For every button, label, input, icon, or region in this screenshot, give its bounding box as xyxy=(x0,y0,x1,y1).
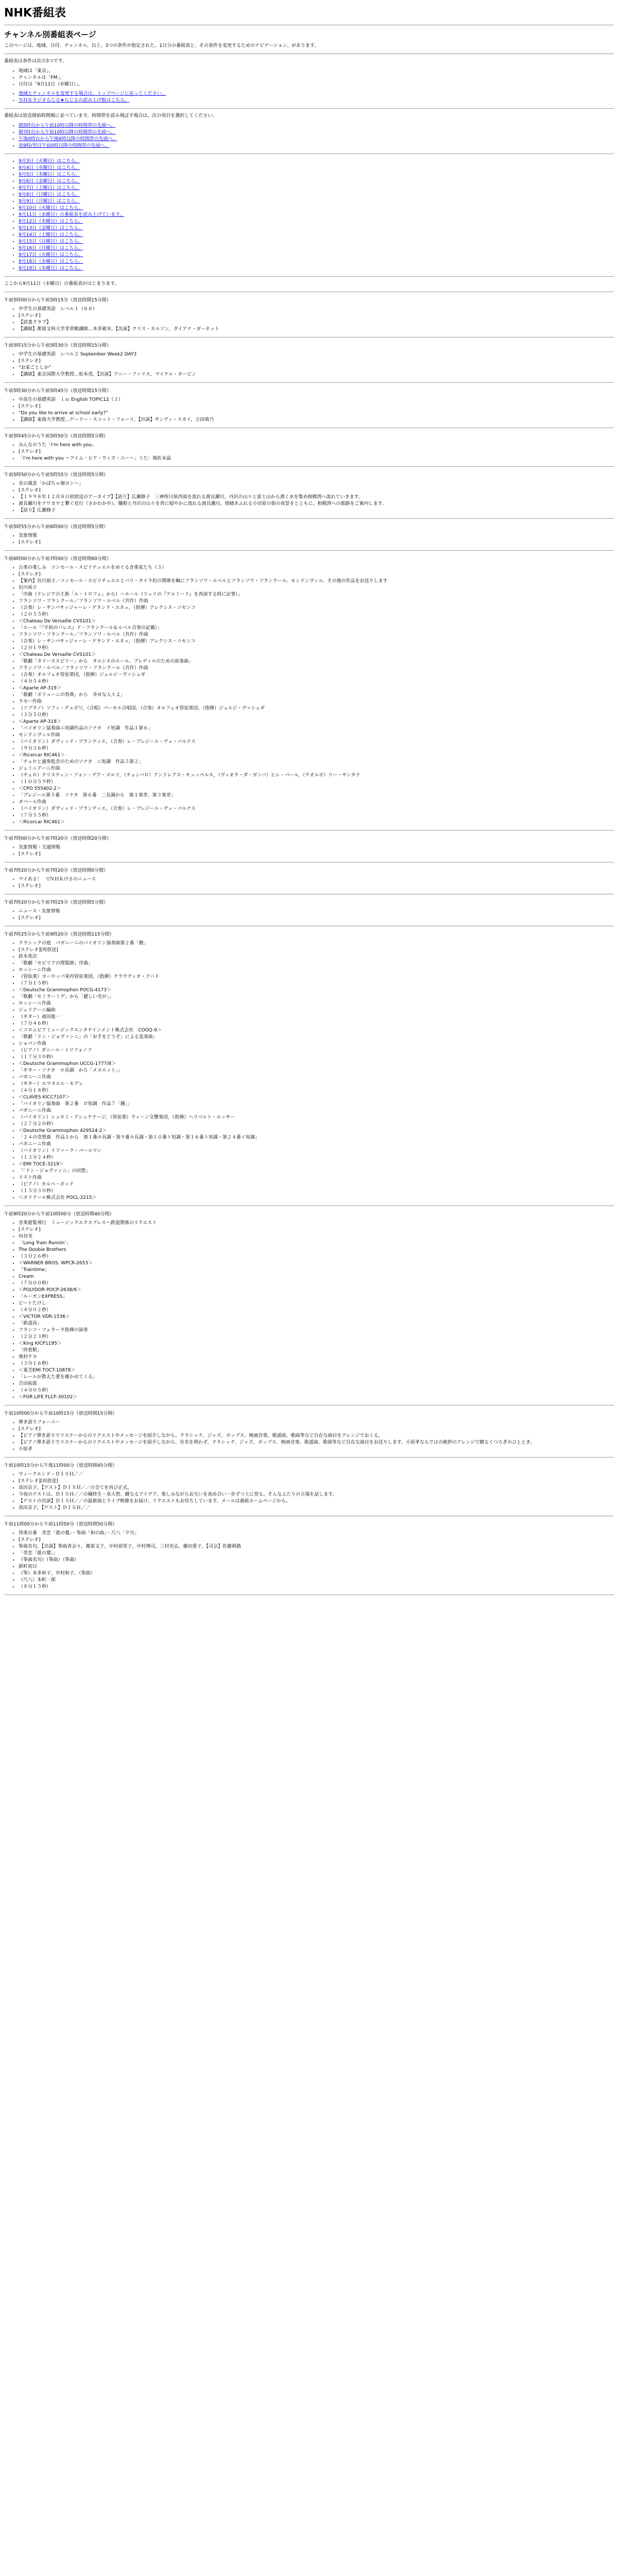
date-link[interactable]: 9月12日（木曜日）はこちら。 xyxy=(19,219,83,224)
program-detail: • 高田京子，【ゲスト】ＤＩＳＨ／／ xyxy=(19,1505,614,1512)
program-detail: • （４分０２秒） xyxy=(19,1307,614,1314)
program-detail: • [ステレオ] xyxy=(19,449,614,455)
program-detail: • リスト作曲 xyxy=(19,1175,614,1181)
program-detail: • （ギター）エマヌエル・セグレ xyxy=(19,1081,614,1088)
program-detail: • 「鉄道員」 xyxy=(19,1320,614,1327)
program-slot xyxy=(4,388,614,428)
program-detail: • 「バイオリン協奏曲 第２番 ロ短調 作品７「鐘」」 xyxy=(19,1101,614,1108)
program-detail: • [ステレオ] xyxy=(19,1426,614,1433)
program-detail: • 「ルーガンEXPRESS」 xyxy=(19,1294,614,1300)
program-slot xyxy=(4,1521,614,1595)
time-jump-link[interactable]: 朝5時台から午前10時以降の時間帯の先頭へ。 xyxy=(19,123,116,128)
program-detail: • （合奏）オルフェオ管弦楽団，（指揮）ジェルジ・ヴァシェギ xyxy=(19,672,614,679)
program-time: 午前7時20分から午前7時25分（放送時間5分間） xyxy=(4,900,109,905)
program-detail: • ＜Aparte AP-319＞ xyxy=(19,685,614,692)
program-detail: • 【講師】東海大学教授…ゲーリー・スコット・フォーリ，【出演】サンディ・スカイ，立田萌乃 xyxy=(19,417,614,423)
program-detail: • [ステレオ] xyxy=(19,313,614,319)
program-detail: • （チェロ）クリスティン・フォン・デア・ゴルツ，（チェンバロ）アンドレアス・キュッペルス，（ヴィオラ・ダ・ガンバ）ヒレ・パール，（テオルボ）リー・サンタナ xyxy=(19,772,614,779)
program-detail: • 「終着駅」 xyxy=(19,1347,614,1354)
page-title: NHK番組表 xyxy=(4,7,66,20)
program-time: 午前7時25分から午前9時20分（放送時間115分間） xyxy=(4,932,114,937)
program-detail: • [ステレオ] xyxy=(19,1537,614,1544)
program-detail: • 岩川裕子 xyxy=(19,585,614,591)
program-detail: • オベール作曲 xyxy=(19,799,614,806)
date-item xyxy=(19,192,614,198)
program-detail: • （ピアノ）ダニール・トリフォノフ xyxy=(19,1047,614,1054)
program-title: • 中学生の基礎英語 レベル２ September Week2 DAY3 xyxy=(19,351,614,358)
program-detail: • （バイオリン）ダヴィッド・プランティエ，（合奏）レ・ブレジール・デュ・パルナス xyxy=(19,739,614,745)
divider xyxy=(4,550,614,551)
program-detail: • （２７分２０秒） xyxy=(19,1121,614,1128)
program-detail: • （１７分３０秒） xyxy=(19,1054,614,1061)
date-link[interactable]: 9月13日（金曜日）はこちら。 xyxy=(19,226,83,231)
program-detail: • 奥村チヨ xyxy=(19,1354,614,1361)
program-detail: • モンドンヴィル作曲 xyxy=(19,732,614,739)
program-time: 午前7時00分から午前7時20分（放送時間20分間） xyxy=(4,836,111,841)
program-detail: • 「バイオリン協奏曲ニ短調作品のソナタ イ短調 作品１第６」 xyxy=(19,725,614,732)
date-item xyxy=(19,205,614,212)
program-detail: • ＜FOR LIFE FLCF-30102＞ xyxy=(19,1394,614,1401)
date-list xyxy=(4,158,614,272)
back-to-top-link[interactable]: 地域とチャンネルを変更する場合は、トップページに戻ってください。 xyxy=(19,91,166,96)
program-detail: • Cream xyxy=(19,1274,614,1280)
time-jump-item xyxy=(19,129,614,136)
date-item xyxy=(19,225,614,232)
program-detail: • （ピアノ）カルベ・ポッド xyxy=(19,1181,614,1188)
nav-links xyxy=(4,91,614,104)
program-detail: • 新町初日 xyxy=(19,1564,614,1570)
program-time: 午前5時00分から午前5時15分（放送時間15分間） xyxy=(4,298,111,303)
program-details xyxy=(4,1220,614,1401)
program-detail: • （４分１８秒） xyxy=(19,1088,614,1094)
date-link[interactable]: 9月4日（水曜日）はこちら。 xyxy=(19,165,80,171)
program-title: • 古楽の楽しみ コンセール・スピリチュエルをめぐる音楽家たち（３） xyxy=(19,565,614,571)
program-title: • ウィークエンド・ＤＩＳＨ／／ xyxy=(19,1471,614,1478)
date-item xyxy=(19,172,614,178)
program-detail: • 「エール「『平和のバレエ』ド・フランクール＆ルベル合奏の記載）」 xyxy=(19,625,614,632)
program-detail: • [ステレオ] xyxy=(19,403,614,410)
program-slot xyxy=(4,1463,614,1516)
program-detail: • （７分４６秒） xyxy=(19,1021,614,1027)
program-detail: • 「歌劇「タリーススピリー」から タルシスのエール、ブレディエのための前奏曲」 xyxy=(19,658,614,665)
program-detail: • （筝）本多和子，中村和子，（筝曲） xyxy=(19,1570,614,1577)
program-detail: • 「歌劇「セミラーミデ」から「麗しい光が」」 xyxy=(19,994,614,1001)
program-detail: • （３分１６秒） xyxy=(19,1361,614,1367)
program-slot xyxy=(4,297,614,337)
program-detail: • 「I’m here with you ～アイム・ヒア・ウィズ・ユー～」うた：堀佐未晶 xyxy=(19,455,614,462)
program-detail: • 向谷実 xyxy=(19,1233,614,1240)
program-detail: • 「２４の奇想曲 作品１から 第１番ホ長調・第９番ホ長調・第１０番ト短調・第１６番ト短調・第２４番イ短調」 xyxy=(19,1134,614,1141)
program-title: • 中高生の基礎英語 ｉｎ English TOPIC12（３） xyxy=(19,397,614,403)
date-item xyxy=(19,232,614,239)
program-title: • 気象情報 xyxy=(19,533,614,539)
date-item xyxy=(19,259,614,265)
program-detail: • ＜Ricercar RIC461＞ xyxy=(19,752,614,759)
program-detail: • “お家ごとしか” xyxy=(19,365,614,371)
program-title: • 気象情報・交通情報 xyxy=(19,844,614,851)
program-detail: • 【ピアノ弾き語りでリスナーからのリクエストやメッセージを紹介しながら、有名を問わず、クラシック、ジャズ、ポップス、映画音楽、歌謡曲、歌曲等など自在な曲目をお送りします。小原孝ならではの絶妙のアレンジで贈るくつろぎのひととき。 xyxy=(19,1439,614,1446)
program-details xyxy=(4,1419,614,1453)
date-item xyxy=(19,265,614,272)
program-detail: • 「奇恋「遊の鶯」」 xyxy=(19,1550,614,1557)
program-title: • 邦楽百番 奇恋「遊の鶯」・筝曲「和の曲」・尺八「夕月」 xyxy=(19,1530,614,1537)
program-detail: • 鈴木英次 xyxy=(19,954,614,960)
program-detail: • ＜King KICP1195＞ xyxy=(19,1341,614,1347)
date-link[interactable]: 9月7日（土曜日）はこちら。 xyxy=(19,185,80,191)
program-detail: • ＜CLAVES KICC7107＞ xyxy=(19,1094,614,1101)
program-detail: • 吉田拓郎 xyxy=(19,1381,614,1387)
program-detail: • 【ピアノ弾き語りでリスナーからのリクエストやメッセージを紹介しながら、クラシック、ジャズ、ポップス、映画音楽、歌謡曲、歌曲等など自在な曲目をアレンジでおくる。 xyxy=(19,1433,614,1439)
program-detail: • [ステレオ] xyxy=(19,1227,614,1233)
time-jump-item xyxy=(19,123,614,129)
radiru-link[interactable]: ＮＨＫラジオらじる★らじるの読み上げ版はこちら。 xyxy=(19,98,130,103)
program-detail: • [ステレオ] xyxy=(19,883,614,890)
program-detail: • 「歌劇「ボリューニの祭典」から 幸せな人々よ」 xyxy=(19,692,614,699)
date-link[interactable]: 9月17日（火曜日）はこちら。 xyxy=(19,252,83,258)
program-detail: • （１５分３０秒） xyxy=(19,1188,614,1195)
program-detail: • （３分２６秒） xyxy=(19,1253,614,1260)
program-detail: • ＜Deutsche Grammophon UCCG-1777/8＞ xyxy=(19,1061,614,1067)
nav-link-item xyxy=(19,97,614,104)
program-details xyxy=(4,351,614,378)
program-detail: • 高田京子，【ゲスト】ＤＩＳＨ／／の全てを再び正式。 xyxy=(19,1485,614,1492)
program-detail: • （バイオリン）ダヴィッド・プランティエ，（合奏）レ・ブレジール・デュ・パルナス xyxy=(19,806,614,812)
program-detail: • 「序曲（テレジアの王族「ル・トロフェ」から）～エール（リュリの『アルミード』を再演する時に記事）」 xyxy=(19,591,614,598)
program-detail: • （合奏）レ・サンパサッジャーレ・ゲランド・エネュ，（指揮）アレクシス・コセンコ xyxy=(19,605,614,612)
date-link[interactable]: 9月5日（木曜日）はこちら。 xyxy=(19,172,80,177)
program-time: 午前7時20分から午前7時20分（放送時間0分間） xyxy=(4,868,109,873)
program-detail: • パガニーニ作曲 xyxy=(19,1141,614,1148)
program-detail: • 「チェロと通奏低音のためのソナタ ニ短調 作品５第２」 xyxy=(19,759,614,766)
program-detail: • フランソワ・フランクール／フランソワ・ルベル（共作）作曲 xyxy=(19,632,614,638)
program-detail: • 渡良瀬川をナワカヤと繋ぐ見行（さかわかや）。職根と丹沢の山々を背に穏やかに流れる渡良瀬川。情緒あふれる小田原の街の夜景をとともに、相模湾への旅路をご案内します。 xyxy=(19,501,614,507)
program-detail: • （４分０５秒） xyxy=(19,1387,614,1394)
program-time: 午前5時15分から午前5時30分（放送時間15分間） xyxy=(4,343,111,348)
program-detail: • ＜Chateau De Versaille CVS101＞ xyxy=(19,618,614,625)
time-jump-list xyxy=(4,123,614,149)
program-detail: • ＜POLYDOR POCP-2638/9＞ xyxy=(19,1287,614,1294)
date-item xyxy=(19,158,614,165)
date-item xyxy=(19,245,614,252)
condition-item: • 日付は「9月11日（水曜日）」。 xyxy=(19,81,614,88)
program-detail: • （８分１５秒） xyxy=(19,1584,614,1590)
program-detail: • ＜CPO 555402-2＞ xyxy=(19,786,614,792)
program-detail: • ラモー作曲 xyxy=(19,699,614,705)
program-detail: • ＜Ricercar RIC461＞ xyxy=(19,819,614,826)
program-slot xyxy=(4,1211,614,1405)
program-detail: • パガニーニ作曲 xyxy=(19,1108,614,1114)
program-detail: • [ステレオ] xyxy=(19,851,614,858)
program-list xyxy=(4,297,614,1595)
date-item xyxy=(19,239,614,245)
program-time: 午前5時45分から午前5時50分（放送時間5分間） xyxy=(4,434,109,439)
time-jump-item xyxy=(19,143,614,149)
program-details xyxy=(4,940,614,1201)
program-detail: • 【講師】都留文科大学非常勤講師…本多敏幸，【出演】クリス・ネルソン，ダイアナ・ガーネット xyxy=(19,326,614,333)
program-time: 午前5時55分から午前6時00分（放送時間5分間） xyxy=(4,524,109,530)
program-detail: • （７分５５秒） xyxy=(19,812,614,819)
program-detail: • 「Traintime」 xyxy=(19,1267,614,1274)
date-link[interactable]: 9月18日（水曜日）はこちら。 xyxy=(19,259,83,264)
time-jump-item xyxy=(19,136,614,143)
program-detail: • ＜Deutsche Grammophon 429524-2＞ xyxy=(19,1128,614,1134)
program-time: 午前10時15分から午後11時00分（放送時間45分間） xyxy=(4,1463,117,1468)
program-slot xyxy=(4,524,614,551)
date-link[interactable]: 9月10日（火曜日）はこちら。 xyxy=(19,206,83,211)
date-link[interactable]: 9月19日（木曜日）はこちら。 xyxy=(19,266,83,271)
program-detail: • “Do you like to arrive at school early?” xyxy=(19,410,614,417)
program-detail: • 筝曲名句，【出演】筝曲者会々，篠笛文子，中村裕里子，中村博司，三村充弘，藤田愛子，【司会】佐藤莉路 xyxy=(19,1544,614,1550)
program-detail: • （筝曲名句）（筝曲）（筝曲） xyxy=(19,1557,614,1564)
program-details xyxy=(4,1530,614,1590)
date-item xyxy=(19,198,614,205)
program-slot xyxy=(4,836,614,862)
program-detail: • [ステレオ] xyxy=(19,358,614,365)
program-details xyxy=(4,397,614,423)
conditions-list xyxy=(4,68,614,88)
program-slot xyxy=(4,868,614,894)
program-detail: • [ステレオ] xyxy=(19,487,614,494)
program-detail: • [ステレオ] xyxy=(19,571,614,578)
program-detail: • [ステレオ] xyxy=(19,539,614,546)
date-item xyxy=(19,218,614,225)
program-title: • 音の風景「かぼちゃ畑ヨン～」 xyxy=(19,481,614,487)
program-details xyxy=(4,565,614,826)
program-detail: • 小原孝 xyxy=(19,1446,614,1453)
program-detail: • ＜コロムビアミュージックエンタテインメント株式会社 COGQ-9＞ xyxy=(19,1027,614,1034)
program-title: • 弾き語りフォーユー xyxy=(19,1419,614,1426)
program-detail: • （バイオリン）イツァーク・パールマン xyxy=(19,1148,614,1155)
divider xyxy=(4,382,614,383)
program-detail: • ジェリアーニ編曲 xyxy=(19,1007,614,1014)
program-detail: • パガニーニ作曲 xyxy=(19,1074,614,1081)
program-detail: • ＜WARNER BROS. WPCR-2653＞ xyxy=(19,1260,614,1267)
program-detail: • ＜ポリドール株式会社 POCL-2215＞ xyxy=(19,1195,614,1201)
program-detail: • ＜EMI TOCE-3219＞ xyxy=(19,1161,614,1168)
program-details xyxy=(4,442,614,462)
divider xyxy=(4,276,614,277)
program-detail: • ロッシーニ作曲 xyxy=(19,967,614,974)
program-detail: • （７分００秒） xyxy=(19,1280,614,1287)
date-item xyxy=(19,165,614,172)
date-link[interactable]: 9月16日（月曜日）はこちら。 xyxy=(19,246,83,251)
time-jump-intro: 番組表は放送開始時間順に並べています。時間帯を読み飛ばす場合は、次の項目を選択してください。 xyxy=(4,113,217,118)
program-detail: • 【案内】岩川裕子／コンセール・スピリチュエルとパリ・タイラ伯の関係を軸にフランソワ・ルベルとフランソワ・フランクール、モンドンヴィル、その他の作品をお送りします xyxy=(19,578,614,585)
date-link[interactable]: 9月3日（火曜日）はこちら。 xyxy=(19,159,80,164)
program-detail: • [ステレオ][再放送] xyxy=(19,947,614,954)
program-detail: • 【語り】広瀬修子 xyxy=(19,507,614,514)
date-item-current xyxy=(19,212,614,218)
date-item xyxy=(19,185,614,192)
program-time: 午前5時50分から午前5時55分（放送時間5分間） xyxy=(4,472,109,478)
program-detail: • 「レールが教えた愛を確かめてくる」 xyxy=(19,1374,614,1381)
program-details xyxy=(4,481,614,514)
program-detail: • [ステレオ] xyxy=(19,915,614,922)
program-details xyxy=(4,876,614,890)
program-detail: • （ソプラノ）ソフィ・デュボワ，（合唱）パーセル合唱団，（合奏）オルフェオ管弦楽団，（指揮）ジェルジ・ヴァシェギ xyxy=(19,705,614,712)
program-detail: • [ステレオ][再放送] xyxy=(19,1478,614,1485)
program-detail: • The Doobie Brothers xyxy=(19,1247,614,1253)
program-slot xyxy=(4,556,614,831)
time-jump-link[interactable]: 朝7時台から午前10時以降の時間帯の先頭へ。 xyxy=(19,130,116,135)
program-detail: • （バイオリン）シュロミ・アシュケナージ，（管弦楽）ウィーン交響楽団，（指揮）ヘリベルト・エッサー xyxy=(19,1114,614,1121)
program-detail: • 【ゲストの出演】ＤＩＳＨ／／の最新曲とライブ映像をお届け。リクエストもお待ちしています。メールは番組ホームページから。 xyxy=(19,1498,614,1505)
time-jump-link[interactable]: 午後0時台から午後6時以降の時間帯の先頭へ。 xyxy=(19,137,117,142)
program-slot xyxy=(4,931,614,1206)
program-detail: • （管弦楽）ヨーロッパ室内管弦楽団，（指揮）クラウディオ・アバド xyxy=(19,974,614,980)
divider xyxy=(4,1457,614,1458)
program-title: • 音楽遊覧飛行 ミュージックエクスプレス～鉄道関係のリクエスト xyxy=(19,1220,614,1227)
condition-item: • チャンネルは「FM」。 xyxy=(19,75,614,81)
divider xyxy=(4,518,614,519)
program-slot xyxy=(4,433,614,467)
time-jump-link[interactable]: 夜9時/翌日午前0時以降の時間帯の先頭へ。 xyxy=(19,143,110,148)
divider xyxy=(4,108,614,109)
divider xyxy=(4,830,614,831)
program-detail: • フランソワ・フランクール／フランソワ・ルベル（共作）作曲 xyxy=(19,598,614,605)
program-detail: • ＜VICTOR VDR-1536＞ xyxy=(19,1314,614,1320)
program-slot xyxy=(4,472,614,519)
date-link[interactable]: 9月9日（月曜日）はこちら。 xyxy=(19,199,80,204)
program-detail: • 「歌劇「ドン・ジョヴァンニ」の「お手をどうぞ」による変奏曲」 xyxy=(19,1034,614,1041)
page-description: このページは、地域、日付、チャンネル、以上、3つの条件が指定された、1日分の番組表と、その条件を変更するためのナビゲーション、があります。 xyxy=(4,43,319,48)
program-details xyxy=(4,306,614,333)
program-title: • みんなのうた「I’m here with you」 xyxy=(19,442,614,449)
program-title: • 中学生の基礎英語 レベル１（６６） xyxy=(19,306,614,313)
program-detail: • 【１９９８年１２月８日初放送のアーカイブ】【語り】広瀬修子 三神所川県西部を流れる渡良瀬川。丹沢の山々と富士山から湧く水を集め相模湾へ流れていきます。 xyxy=(19,494,614,501)
program-time: 午前11時00分から午前11時50分（放送時間50分間） xyxy=(4,1522,117,1527)
program-detail: • ジェミニアーニ作曲 xyxy=(19,766,614,772)
program-details xyxy=(4,844,614,858)
program-detail: • ビートたけし xyxy=(19,1300,614,1307)
program-detail: • 「「ドン・ジョヴァンニ」の回想」 xyxy=(19,1168,614,1175)
program-title: • クラシックの庭 パガニーニのバイオリン協奏曲第２番「鐘」 xyxy=(19,940,614,947)
program-detail: • 「ギター・ソナタ ホ長調 から「メヌエット」」 xyxy=(19,1067,614,1074)
program-title: • ニュース・気象情報 xyxy=(19,908,614,915)
program-detail: • ショパン作曲 xyxy=(19,1041,614,1047)
program-detail: • 【読書クラブ】 xyxy=(19,319,614,326)
program-detail: • 【講師】東京国際大学教授…松本茂，【出演】アニー・ファリス，マイケル・ターピン xyxy=(19,371,614,378)
program-time: 午前10時00分から午前10時15分（放送時間15分間） xyxy=(4,1411,117,1416)
program-slot xyxy=(4,343,614,383)
date-item xyxy=(19,178,614,185)
program-detail: • フランコ・フェラーラ指揮の演奏 xyxy=(19,1327,614,1334)
date-link[interactable]: 9月14日（土曜日）はこちら。 xyxy=(19,232,83,238)
program-details xyxy=(4,533,614,546)
program-detail: • 「Long Train Runnin’」 xyxy=(19,1240,614,1247)
condition-item: • 地域は「東京」。 xyxy=(19,68,614,75)
program-time: 午前5時30分から午前5時45分（放送時間15分間） xyxy=(4,388,111,394)
date-link[interactable]: 9月6日（金曜日）はこちら。 xyxy=(19,179,80,184)
conditions-intro: 番組表は条件は次の3つです。 xyxy=(4,59,67,64)
program-detail: • 「ブレジール第５番 ソナタ 第６番 二長調から 第１楽章、第３楽章」 xyxy=(19,792,614,799)
schedule-start: ここから9月11日（水曜日）の番組表がはじまります。 xyxy=(4,281,119,286)
nav-link-item xyxy=(19,91,614,97)
program-detail: • ＜Chateau De Versaille CVS101＞ xyxy=(19,652,614,658)
program-slot xyxy=(4,900,614,926)
program-detail: • ＜Aparte AP-319＞ xyxy=(19,719,614,725)
program-detail: • （１３分２４秒） xyxy=(19,1155,614,1161)
program-detail: • フランソワ・ルベル／フランソワ・フランクール（共作）作曲 xyxy=(19,665,614,672)
date-link[interactable]: 9月15日（日曜日）はこちら。 xyxy=(19,239,83,244)
program-detail: • （７分１５秒） xyxy=(19,980,614,987)
program-detail: • ＜Deutsche Grammophon POCG-4173＞ xyxy=(19,987,614,994)
program-detail: • （４分５４秒） xyxy=(19,679,614,685)
program-detail: • （２０５５秒） xyxy=(19,612,614,618)
program-detail: • （２分２３秒） xyxy=(19,1334,614,1341)
date-link[interactable]: 9月8日（日曜日）はこちら。 xyxy=(19,192,80,197)
program-detail: • （１０分５９秒） xyxy=(19,779,614,786)
program-detail: • 今夜のゲストは、ＤＩＳＨ／／の橘柊生・泉大智。雌なるアイデア、楽しみながらお互いを高め合い一歩ずつ上に登る。そんなふたりの立場を話します。 xyxy=(19,1492,614,1498)
program-detail: • （合奏）レ・サンパサッジャーレ・ゲランド・エネュ，（指揮）アレクシス・コセンコ xyxy=(19,638,614,645)
program-detail: • 「歌劇「セビリアの理髪師」序曲」 xyxy=(19,960,614,967)
divider xyxy=(4,466,614,467)
program-time: 午前6時00分から午前7時00分（放送時間60分間） xyxy=(4,556,111,562)
program-detail: • （９分３６秒） xyxy=(19,745,614,752)
date-item xyxy=(19,252,614,259)
program-details xyxy=(4,908,614,922)
program-detail: • （ギター）福田進一 xyxy=(19,1014,614,1021)
page-subtitle: チャンネル別番組表ページ xyxy=(4,30,96,39)
program-detail: • （尺八）本町一郎 xyxy=(19,1577,614,1584)
program-detail: • （３分５０秒） xyxy=(19,712,614,719)
program-slot xyxy=(4,1411,614,1458)
program-details xyxy=(4,1471,614,1512)
program-time: 午前9時20分から午前10時00分（放送時間40分間） xyxy=(4,1212,114,1217)
program-detail: • ロッシーニ作曲 xyxy=(19,1001,614,1007)
current-date-link[interactable]: 9月11日（水曜日）の番組表を読み上げています。 xyxy=(19,212,125,217)
program-detail: • ＜東芝EMI TOCT-10878＞ xyxy=(19,1367,614,1374)
program-title: • マイあさ！ ▽ＮＨＫけさのニュース xyxy=(19,876,614,883)
program-detail: • （２分１９秒） xyxy=(19,645,614,652)
